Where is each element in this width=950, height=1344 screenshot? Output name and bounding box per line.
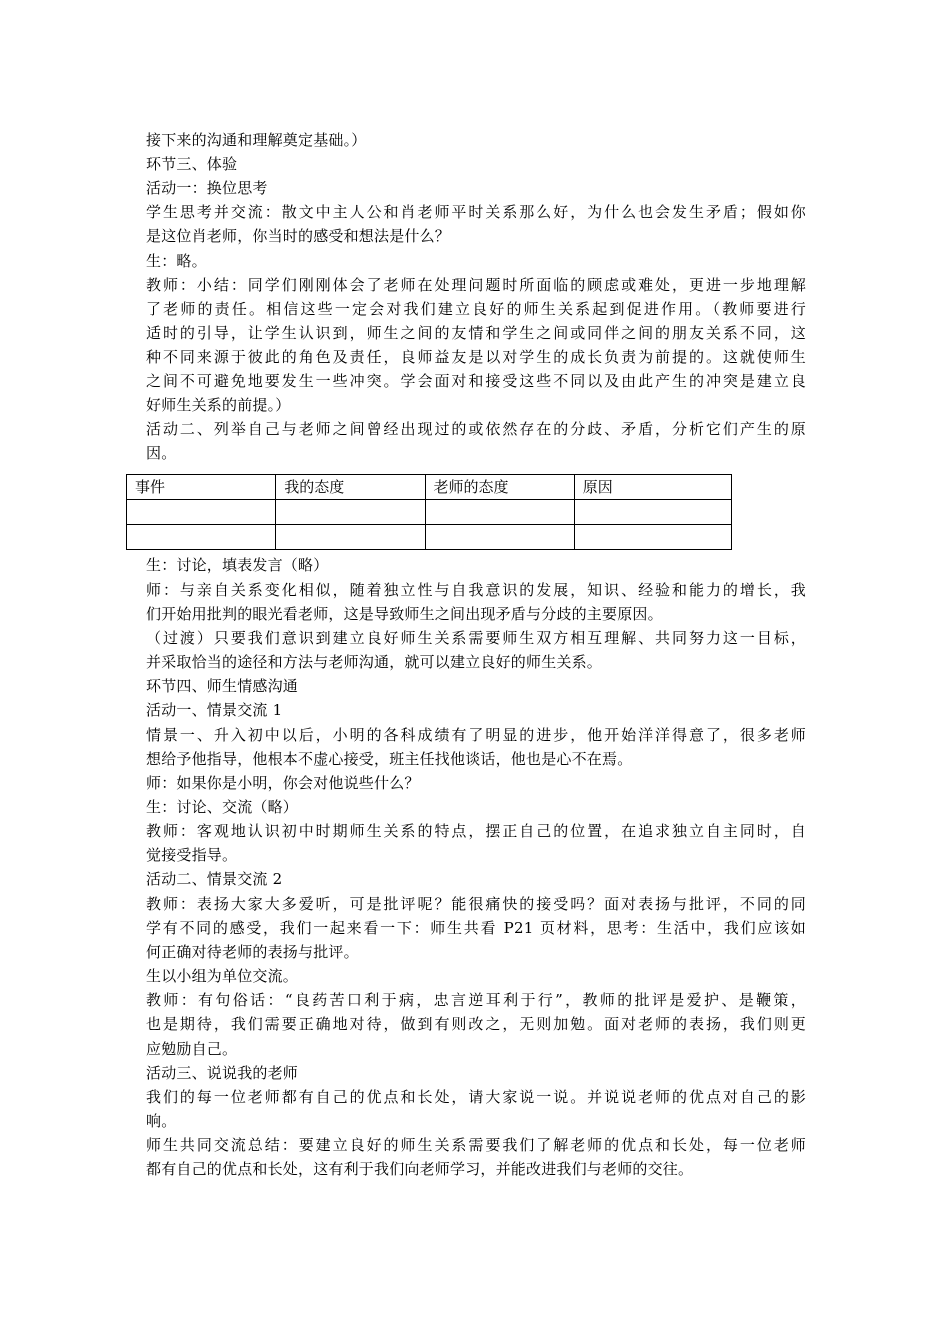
text-line: 响。 xyxy=(146,1112,177,1130)
text-line: 都有自己的优点和长处，这有利于我们向老师学习，并能改进我们与老师的交往。 xyxy=(146,1160,694,1178)
table-header-row xyxy=(127,475,732,500)
table-cell xyxy=(127,525,276,550)
text-line: 生以小组为单位交流。 xyxy=(146,967,299,985)
table-header-cell: 事件 xyxy=(127,475,276,500)
text-line: 教师：客观地认识初中时期师生关系的特点，摆正自己的位置，在追求独立自主同时，自 xyxy=(146,822,806,840)
table-cell xyxy=(425,525,574,550)
text-line: 好师生关系的前提。） xyxy=(146,396,291,414)
text-line: 因。 xyxy=(146,444,177,462)
activity-heading: 活动一：换位思考 xyxy=(146,179,268,197)
section-heading: 环节三、体验 xyxy=(146,155,238,173)
table-cell xyxy=(276,525,425,550)
activity-heading: 活动二、情景交流 2 xyxy=(146,870,283,888)
table-row xyxy=(127,525,732,550)
activity-heading: 活动三、说说我的老师 xyxy=(146,1064,299,1082)
text-line: 适时的引导，让学生认识到，师生之间的友情和学生之间或同伴之间的朋友关系不同，这 xyxy=(146,324,806,342)
text-line: 我们的每一位老师都有自己的优点和长处，请大家说一说。并说说老师的优点对自己的影 xyxy=(146,1088,806,1106)
text-line: 之间不可避免地要发生一些冲突。学会面对和接受这些不同以及由此产生的冲突是建立良 xyxy=(146,372,806,390)
table-cell xyxy=(425,500,574,525)
section-heading: 环节四、师生情感沟通 xyxy=(146,677,299,695)
text-line: 了老师的责任。相信这些一定会对我们建立良好的师生关系起到促进作用。（教师要进行 xyxy=(146,300,806,318)
text-line: 学有不同的感受，我们一起来看一下：师生共看 P21 页材料，思考：生活中，我们应该如 xyxy=(146,919,806,937)
text-line: 也是期待，我们需要正确地对待，做到有则改之，无则加勉。面对老师的表扬，我们则更 xyxy=(146,1015,806,1033)
table-header-cell: 我的态度 xyxy=(276,475,425,500)
text-line: 生：略。 xyxy=(146,252,207,270)
table-cell xyxy=(127,500,276,525)
activity-heading: 活动二、列举自己与老师之间曾经出现过的或依然存在的分歧、矛盾，分析它们产生的原 xyxy=(146,420,806,438)
text-line: 觉接受指导。 xyxy=(146,846,238,864)
text-line: 何正确对待老师的表扬与批评。 xyxy=(146,943,359,961)
text-line: 们开始用批判的眼光看老师，这是导致师生之间出现矛盾与分歧的主要原因。 xyxy=(146,605,663,623)
text-line: 教师：小结：同学们刚刚体会了老师在处理问题时所面临的顾虑或难处，更进一步地理解 xyxy=(146,276,806,294)
table-row xyxy=(127,500,732,525)
text-line: 是这位肖老师，你当时的感受和想法是什么？ xyxy=(146,227,451,245)
table-header-cell: 原因 xyxy=(574,475,731,500)
text-line: 学生思考并交流：散文中主人公和肖老师平时关系那么好，为什么也会发生矛盾；假如你 xyxy=(146,203,806,221)
text-line: 生：讨论，填表发言（略） xyxy=(146,556,329,574)
table-cell xyxy=(276,500,425,525)
table-header-cell: 老师的态度 xyxy=(425,475,574,500)
text-line: 想给予他指导，他根本不虚心接受，班主任找他谈话，他也是心不在焉。 xyxy=(146,750,633,768)
text-line: （过渡）只要我们意识到建立良好师生关系需要师生双方相互理解、共同努力这一目标， xyxy=(146,629,806,647)
text-line: 接下来的沟通和理解奠定基础。） xyxy=(146,131,367,149)
text-line: 师：如果你是小明，你会对他说些什么？ xyxy=(146,774,420,792)
analysis-table xyxy=(126,474,732,550)
text-line: 教师：有句俗话：“良药苦口利于病，忠言逆耳利于行”，教师的批评是爱护、是鞭策， xyxy=(146,991,806,1009)
text-line: 种不同来源于彼此的角色及责任，良师益友是以对学生的成长负责为前提的。这就使师生 xyxy=(146,348,806,366)
text-line: 师生共同交流总结：要建立良好的师生关系需要我们了解老师的优点和长处，每一位老师 xyxy=(146,1136,806,1154)
text-line: 教师：表扬大家大多爱听，可是批评呢？能很痛快的接受吗？面对表扬与批评，不同的同 xyxy=(146,895,806,913)
activity-heading: 活动一、情景交流 1 xyxy=(146,701,283,719)
text-line: 并采取恰当的途径和方法与老师沟通，就可以建立良好的师生关系。 xyxy=(146,653,603,671)
table-cell xyxy=(574,525,731,550)
table-cell xyxy=(574,500,731,525)
text-line: 情景一、升入初中以后，小明的各科成绩有了明显的进步，他开始洋洋得意了，很多老师 xyxy=(146,726,806,744)
text-line: 生：讨论、交流（略） xyxy=(146,798,299,816)
text-line: 师：与亲自关系变化相似，随着独立性与自我意识的发展，知识、经验和能力的增长，我 xyxy=(146,581,806,599)
text-line: 应勉励自己。 xyxy=(146,1040,238,1058)
